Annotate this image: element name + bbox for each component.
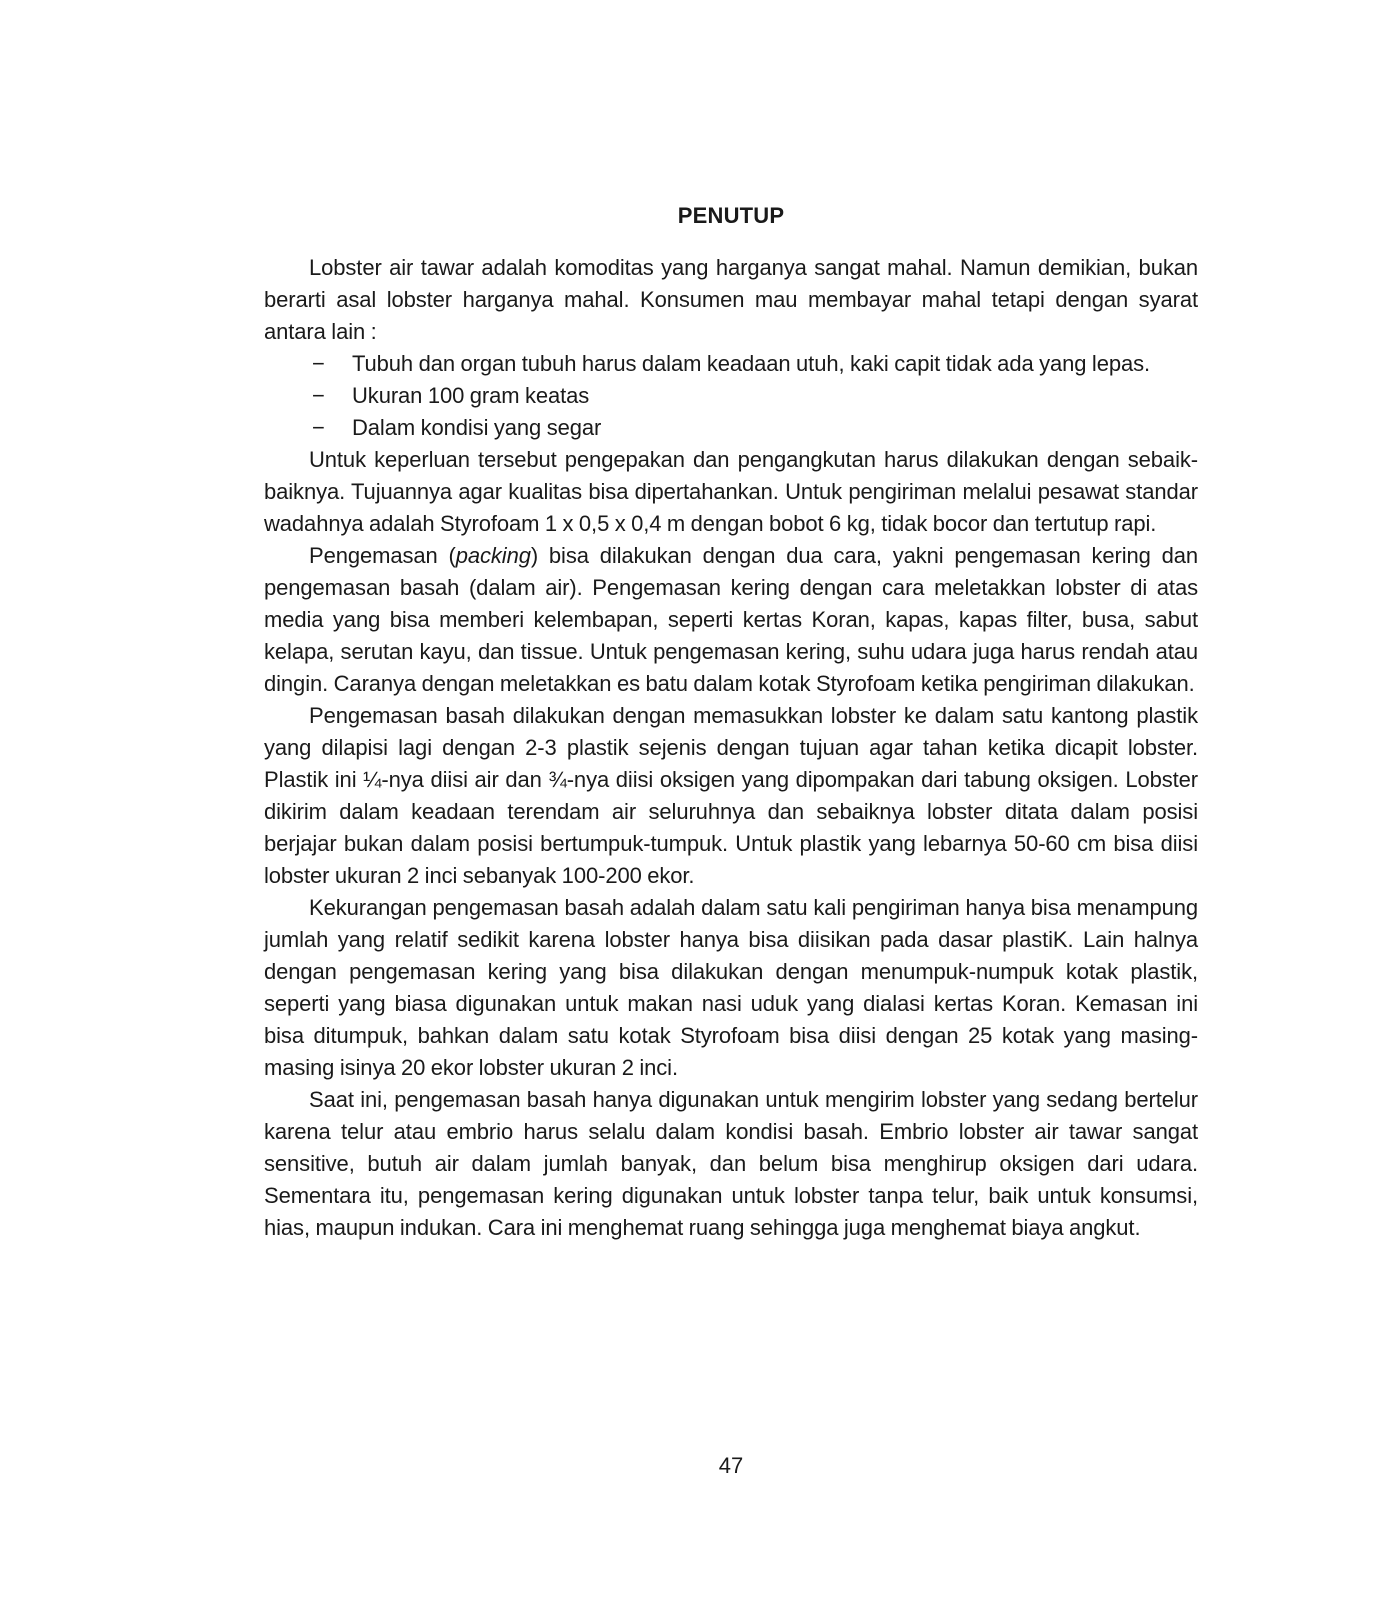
dash-bullet-marker: − xyxy=(312,415,325,440)
dash-bullet-marker: − xyxy=(312,351,325,376)
page-title: PENUTUP xyxy=(677,203,785,228)
italic-term: packing xyxy=(455,543,531,568)
paragraph-wet-packing: Pengemasan basah dilakukan dengan memasukkan lobster ke dalam satu kantong plastik yang dilapisi lagi dengan 2-3 plastik sejenis dengan tujuan agar tahan ketika dicapit lobster. Plastik ini ¼-nya diisi air dan ¾-nya diisi oksigen yang dipompakan dari tabung oksigen. Lobster dikirim dalam keadaan terendam air seluruhnya dan sebaiknya lobster ditata dalam posisi berjajar bukan dalam posisi bertumpuk-tumpuk. Untuk plastik yang lebarnya 50-60 cm bisa diisi lobster ukuran 2 inci sebanyak 100-200 ekor. xyxy=(264,703,1198,888)
paragraph-intro: Lobster air tawar adalah komoditas yang harganya sangat mahal. Namun demikian, bukan berarti asal lobster harganya mahal. Konsumen mau membayar mahal tetapi dengan syarat antara lain : xyxy=(264,255,1198,344)
list-item-text: Dalam kondisi yang segar xyxy=(352,415,602,440)
paragraph-current-usage: Saat ini, pengemasan basah hanya digunakan untuk mengirim lobster yang sedang bertelur karena telur atau embrio harus selalu dalam kondisi basah. Embrio lobster air tawar sangat sensitive, butuh air dalam jumlah banyak, dan belum bisa menghirup oksigen dari udara. Sementara itu, pengemasan kering digunakan untuk lobster tanpa telur, baik untuk konsumsi, hias, maupun indukan. Cara ini menghemat ruang sehingga juga menghemat biaya angkut. xyxy=(264,1087,1198,1240)
page-number: 47 xyxy=(718,1453,744,1478)
requirement-list xyxy=(264,348,1198,444)
paragraph-wet-packing-drawback: Kekurangan pengemasan basah adalah dalam satu kali pengiriman hanya bisa menampung jumlah yang relatif sedikit karena lobster hanya bisa diisikan pada dasar plastiK. Lain halnya dengan pengemasan kering yang bisa dilakukan dengan menumpuk-numpuk kotak plastik, seperti yang biasa digunakan untuk makan nasi uduk yang dialasi kertas Koran. Kemasan ini bisa ditumpuk, bahkan dalam satu kotak Styrofoam bisa diisi dengan 25 kotak yang masing-masing isinya 20 ekor lobster ukuran 2 inci. xyxy=(264,895,1198,1080)
paragraph-packing-methods xyxy=(264,540,1198,700)
text-column xyxy=(264,200,1198,1244)
list-item-text: Ukuran 100 gram keatas xyxy=(352,383,590,408)
paragraph-segment: Pengemasan ( xyxy=(309,543,456,568)
list-item xyxy=(264,412,1198,444)
paragraph-packing-transport: Untuk keperluan tersebut pengepakan dan pengangkutan harus dilakukan dengan sebaik-baiknya. Tujuannya agar kualitas bisa dipertahankan. Untuk pengiriman melalui pesawat standar wadahnya adalah Styrofoam 1 x 0,5 x 0,4 m dengan bobot 6 kg, tidak bocor dan tertutup rapi. xyxy=(264,447,1198,536)
list-item xyxy=(264,380,1198,412)
paragraph-segment: ) bisa dilakukan dengan dua cara, yakni pengemasan kering dan pengemasan basah (dalam air). Pengemasan kering dengan cara meletakkan lobster di atas media yang bisa memberi kelembapan, seperti kertas Koran, kapas, kapas filter, busa, sabut kelapa, serutan kayu, dan tissue. Untuk pengemasan kering, suhu udara juga harus rendah atau dingin. Caranya dengan meletakkan es batu dalam kotak Styrofoam ketika pengiriman dilakukan. xyxy=(264,543,1198,696)
dash-bullet-marker: − xyxy=(312,383,325,408)
list-item-text: Tubuh dan organ tubuh harus dalam keadaan utuh, kaki capit tidak ada yang lepas. xyxy=(352,351,1151,376)
list-item xyxy=(264,348,1198,380)
